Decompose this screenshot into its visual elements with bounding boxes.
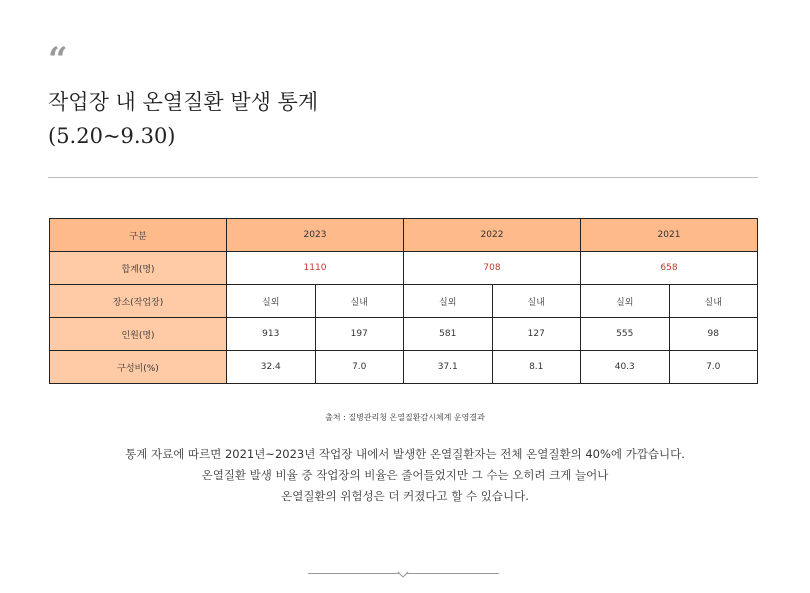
place-cell: 실외 [227,285,316,318]
total-cell-2023: 1110 [227,252,404,285]
ratio-cell: 32.4 [227,351,316,384]
year-cell-2023: 2023 [227,219,404,252]
count-cell: 197 [315,318,404,351]
total-cell-2022: 708 [404,252,581,285]
place-cell: 실내 [492,285,581,318]
count-cell: 581 [404,318,493,351]
table-row-place [50,285,758,318]
table-row-count [50,318,758,351]
page-subtitle: (5.20~9.30) [48,124,176,148]
table-row-total [50,252,758,285]
ratio-cell: 8.1 [492,351,581,384]
ratio-cell: 37.1 [404,351,493,384]
description [0,444,810,507]
table-row-ratio [50,351,758,384]
ratio-label-cell: 구성비(%) [50,351,227,384]
count-cell: 555 [581,318,670,351]
description-line: 온열질환 발생 비율 중 작업장의 비율은 줄어들었지만 그 수는 오히려 크게 늘어나 [201,468,609,482]
header-label-cell: 구분 [50,219,227,252]
year-cell-2021: 2021 [581,219,758,252]
total-cell-2021: 658 [581,252,758,285]
count-cell: 98 [669,318,758,351]
count-cell: 127 [492,318,581,351]
quote-icon: “ [48,40,66,80]
table-row-header [50,219,758,252]
place-label-cell: 장소(작업장) [50,285,227,318]
ratio-cell: 7.0 [315,351,404,384]
place-cell: 실내 [669,285,758,318]
chevron-down-icon [397,571,409,579]
count-cell: 913 [227,318,316,351]
source-note: 출처 : 질병관리청 온열질환감시체계 운영결과 [325,413,485,422]
place-cell: 실외 [581,285,670,318]
heat-illness-table [49,218,758,384]
divider [48,177,758,178]
place-cell: 실내 [315,285,404,318]
page-title: 작업장 내 온열질환 발생 통계 [48,90,319,114]
ratio-cell: 40.3 [581,351,670,384]
description-line: 통계 자료에 따르면 2021년~2023년 작업장 내에서 발생한 온열질환자는 전체 온열질환의 40%에 가깝습니다. [125,447,685,461]
total-label-cell: 합계(명) [50,252,227,285]
count-label-cell: 인원(명) [50,318,227,351]
description-line: 온열질환의 위험성은 더 커졌다고 할 수 있습니다. [281,489,529,503]
ratio-cell: 7.0 [669,351,758,384]
place-cell: 실외 [404,285,493,318]
year-cell-2022: 2022 [404,219,581,252]
